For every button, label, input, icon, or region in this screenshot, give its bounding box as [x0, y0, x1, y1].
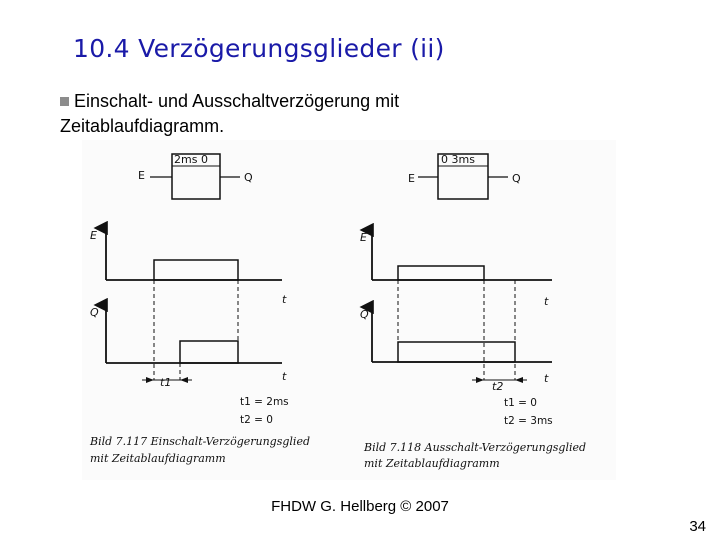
right-marker-label: t2 [492, 380, 504, 393]
right-param-2: t2 = 3ms [504, 415, 553, 427]
bullet-line-2: Zeitablaufdiagramm. [60, 116, 225, 136]
left-block-label: 2ms 0 [174, 153, 208, 166]
right-axis-q-label: Q [360, 308, 369, 321]
right-time-label-top: t [544, 295, 549, 308]
right-dim-arrow-right [515, 377, 523, 383]
right-time-label-bottom: t [544, 372, 549, 385]
left-diagram [89, 153, 310, 465]
left-axis-e-label: E [90, 229, 97, 242]
footer-text: FHDW G. Hellberg © 2007 [271, 498, 449, 515]
timing-figure-svg [82, 140, 616, 480]
left-output-label: Q [244, 171, 253, 184]
right-caption-line-2: mit Zeitablaufdiagramm [364, 457, 500, 470]
right-block-label: 0 3ms [441, 153, 475, 166]
right-input-label: E [408, 172, 415, 185]
left-e-pulse [154, 260, 238, 280]
left-time-label-bottom: t [282, 370, 287, 383]
left-dim-arrow-right [180, 377, 188, 383]
page-number: 34 [689, 518, 706, 535]
left-marker-label: t1 [160, 376, 172, 389]
right-dim-arrow-left [476, 377, 484, 383]
left-caption-line-1: Bild 7.117 Einschalt-Verzögerungsglied [90, 435, 310, 448]
left-param-2: t2 = 0 [240, 414, 273, 426]
right-param-1: t1 = 0 [504, 397, 537, 409]
left-input-label: E [138, 169, 145, 182]
left-axis-q-label: Q [90, 306, 99, 319]
bullet-text [60, 89, 520, 139]
left-param-1: t1 = 2ms [240, 396, 289, 408]
right-diagram [360, 153, 586, 470]
right-axis-e-label: E [360, 231, 367, 244]
slide-title: 10.4 Verzögerungsglieder (ii) [73, 34, 445, 63]
left-dim-arrow-left [146, 377, 154, 383]
bullet-line-1: Einschalt- und Ausschaltverzögerung mit [74, 91, 400, 111]
right-output-label: Q [512, 172, 521, 185]
timing-figure [82, 140, 616, 480]
left-caption-line-2: mit Zeitablaufdiagramm [90, 452, 226, 465]
left-q-pulse [180, 341, 238, 363]
right-e-pulse [398, 266, 484, 280]
left-time-label-top: t [282, 293, 287, 306]
right-q-pulse [398, 342, 515, 362]
right-caption-line-1: Bild 7.118 Ausschalt-Verzögerungsglied [364, 441, 587, 454]
bullet-square-icon [60, 97, 69, 106]
